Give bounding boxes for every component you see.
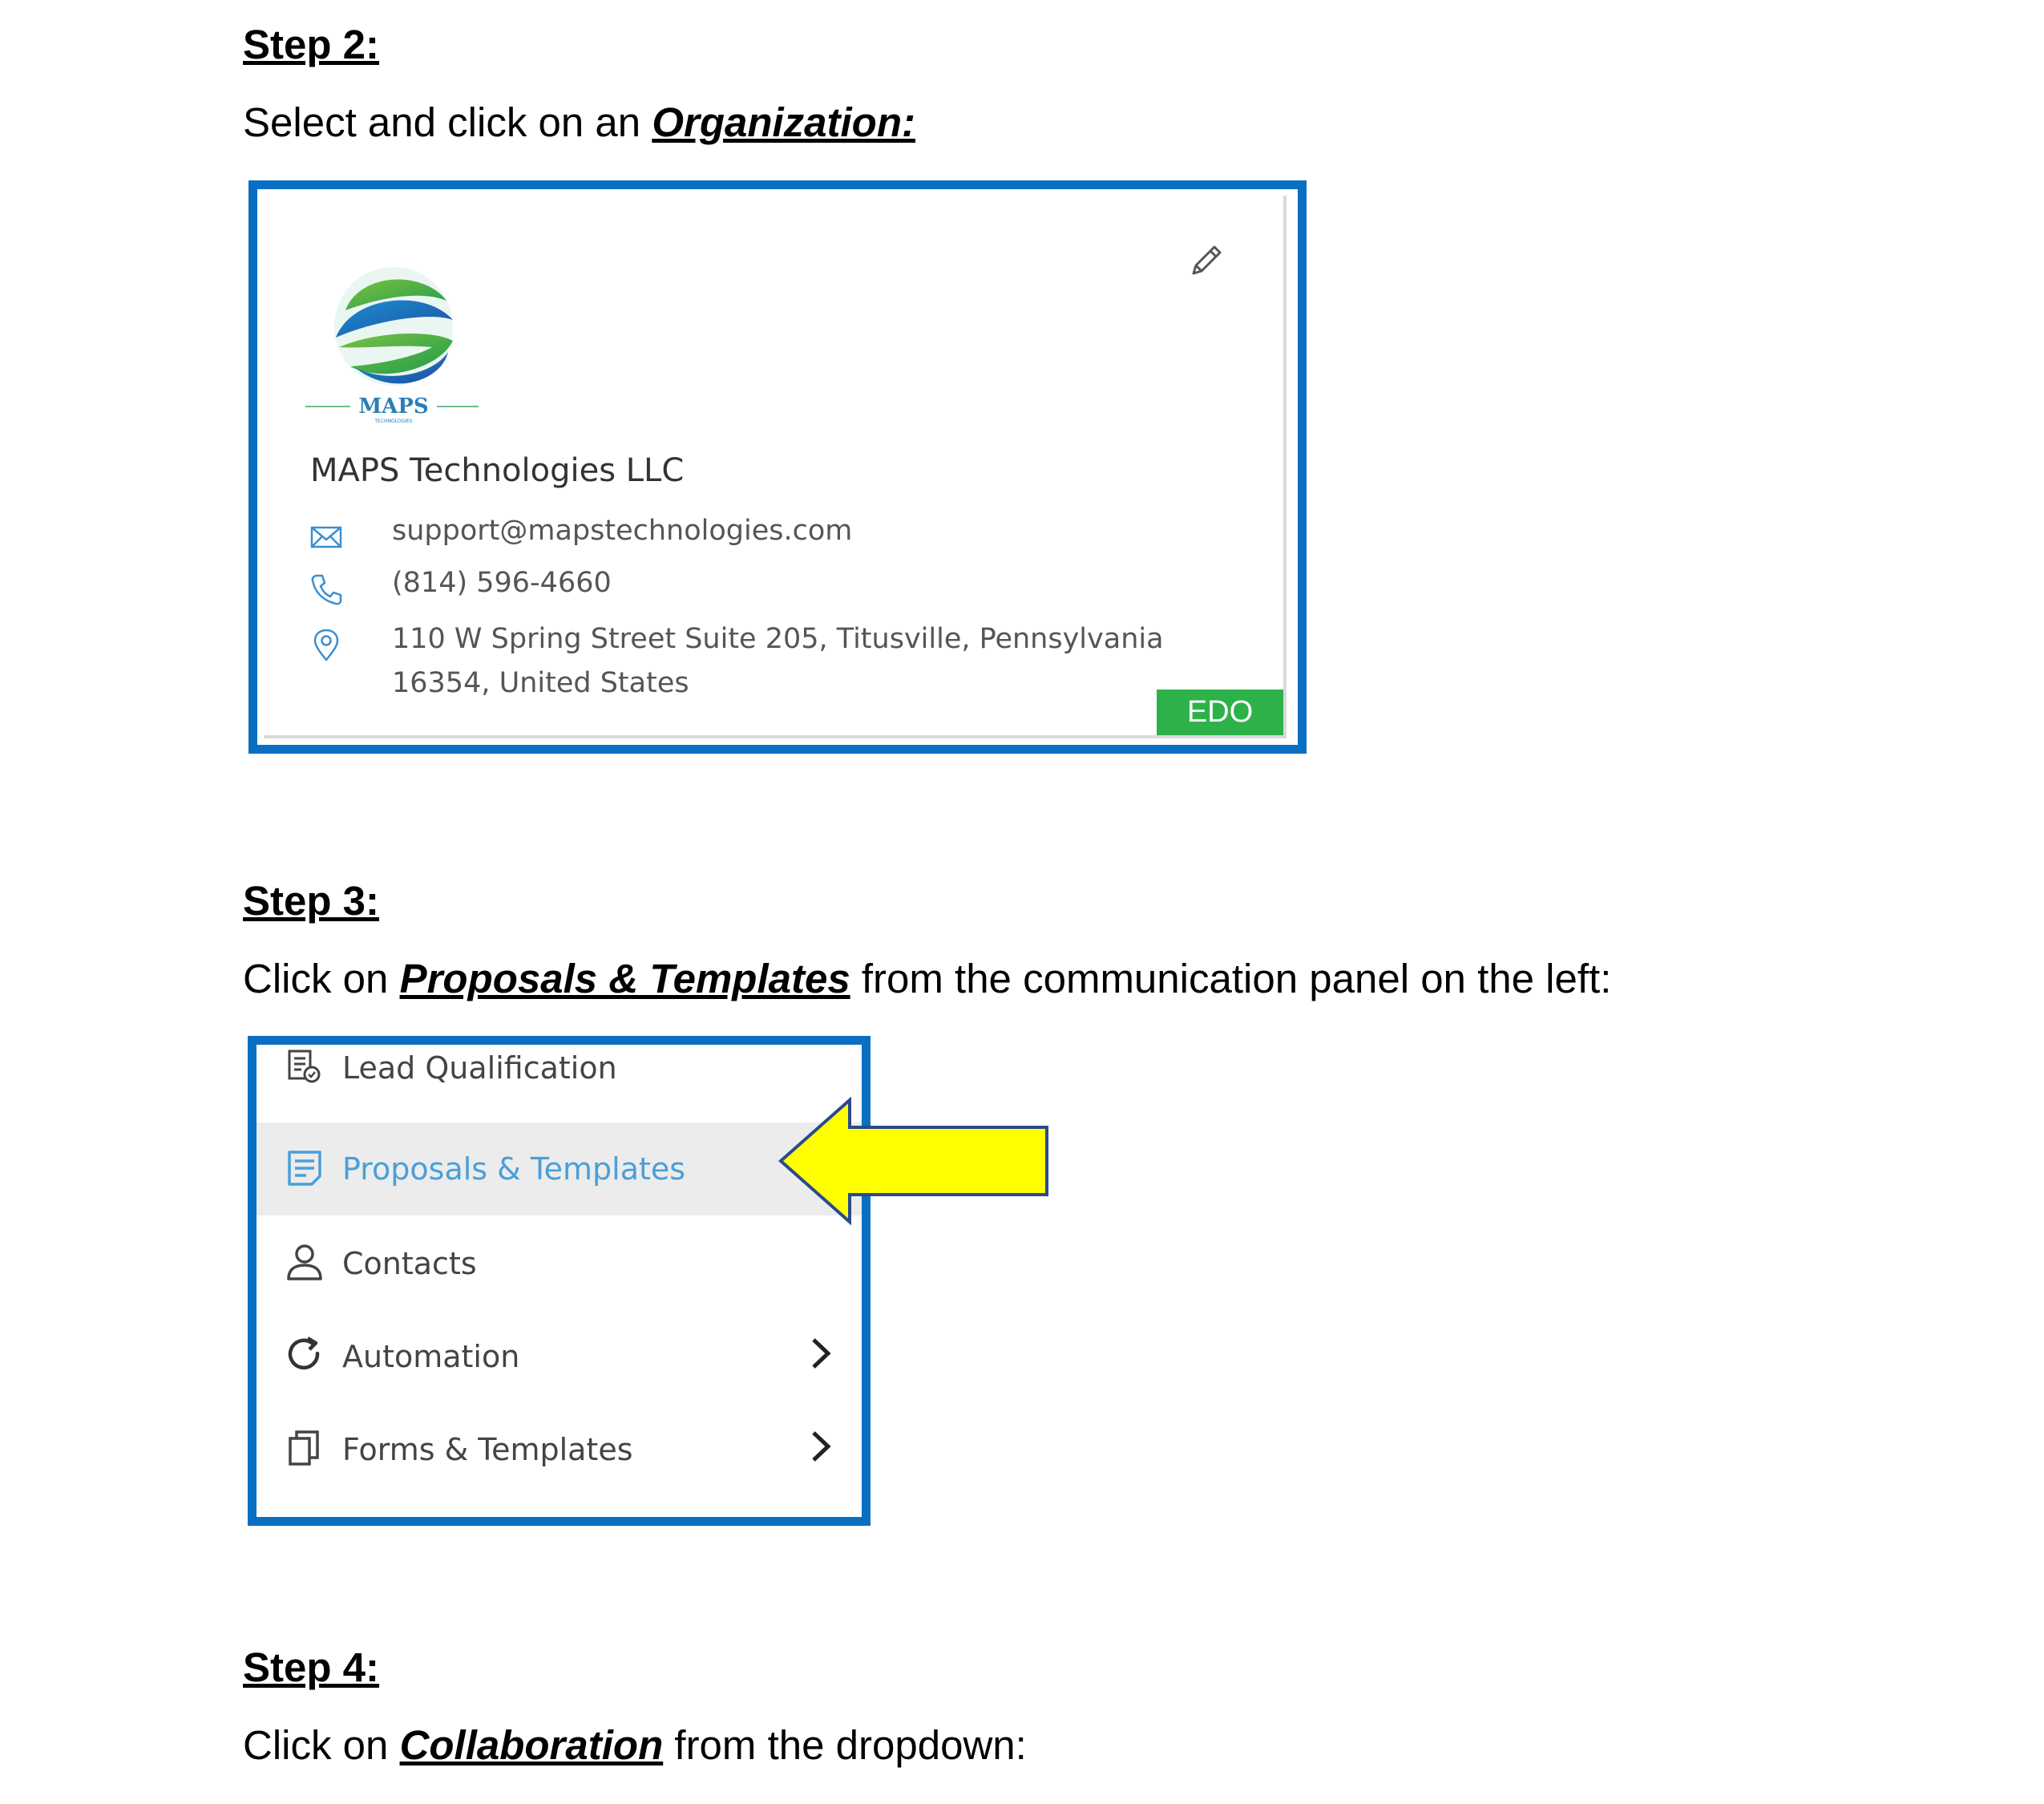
menu-item-proposals-templates[interactable] xyxy=(257,1122,862,1215)
logo-subtext: TECHNOLOGIES xyxy=(374,419,413,424)
organization-address-line-1: 110 W Spring Street Suite 205, Titusville, Pennsylvania xyxy=(392,623,1164,655)
menu-item-lead-qualification[interactable] xyxy=(257,1036,862,1106)
organization-address-line-2: 16354, United States xyxy=(392,667,689,699)
refresh-icon xyxy=(285,1336,324,1374)
step-4-instruction-prefix: Click on xyxy=(243,1722,400,1768)
organization-phone[interactable]: (814) 596-4660 xyxy=(392,567,612,599)
organization-card[interactable] xyxy=(264,196,1287,738)
step-4-instruction-suffix: from the dropdown: xyxy=(663,1722,1027,1768)
proposals-icon xyxy=(285,1149,324,1187)
step-2-heading: Step 2: xyxy=(243,22,380,67)
chevron-right-icon[interactable] xyxy=(806,1428,838,1465)
step-3-instruction xyxy=(243,958,1611,999)
step-3-instruction-suffix: from the communication panel on the left: xyxy=(850,956,1612,1001)
phone-icon xyxy=(309,572,343,606)
step-3-instruction-emphasis: Proposals & Templates xyxy=(399,956,850,1001)
chevron-right-icon[interactable] xyxy=(806,1335,838,1372)
lead-qualification-icon xyxy=(285,1048,324,1086)
organization-name[interactable]: MAPS Technologies LLC xyxy=(310,452,685,489)
copy-icon xyxy=(285,1429,324,1467)
menu-item-label: Proposals & Templates xyxy=(342,1151,686,1187)
location-pin-icon xyxy=(309,629,343,662)
step-3-heading: Step 3: xyxy=(243,878,380,924)
step-2-instruction xyxy=(243,99,915,145)
user-icon xyxy=(285,1243,324,1281)
yellow-arrow-icon xyxy=(778,1097,1050,1225)
menu-item-automation[interactable] xyxy=(257,1309,862,1402)
step-4-instruction xyxy=(243,1722,1027,1768)
menu-item-contacts[interactable] xyxy=(257,1215,862,1309)
menu-item-label: Lead Qualification xyxy=(342,1050,617,1086)
step-4-instruction-emphasis: Collaboration xyxy=(399,1722,664,1768)
menu-item-forms-templates[interactable] xyxy=(257,1402,862,1495)
organization-email[interactable]: support@mapstechnologies.com xyxy=(392,515,853,547)
step-2-instruction-emphasis: Organization: xyxy=(652,99,915,145)
logo-text: MAPS xyxy=(358,394,429,419)
organization-screenshot xyxy=(248,180,1307,754)
step-4-heading: Step 4: xyxy=(243,1644,380,1690)
menu-item-label: Automation xyxy=(342,1339,520,1374)
step-3-instruction-prefix: Click on xyxy=(243,956,400,1001)
step-2-instruction-prefix: Select and click on an xyxy=(243,99,652,145)
edit-pencil-icon[interactable] xyxy=(1186,241,1226,281)
menu-item-label: Contacts xyxy=(342,1246,477,1281)
status-badge: EDO xyxy=(1157,690,1283,735)
mail-icon xyxy=(309,520,343,554)
menu-item-label: Forms & Templates xyxy=(342,1432,633,1467)
maps-logo xyxy=(304,264,480,424)
